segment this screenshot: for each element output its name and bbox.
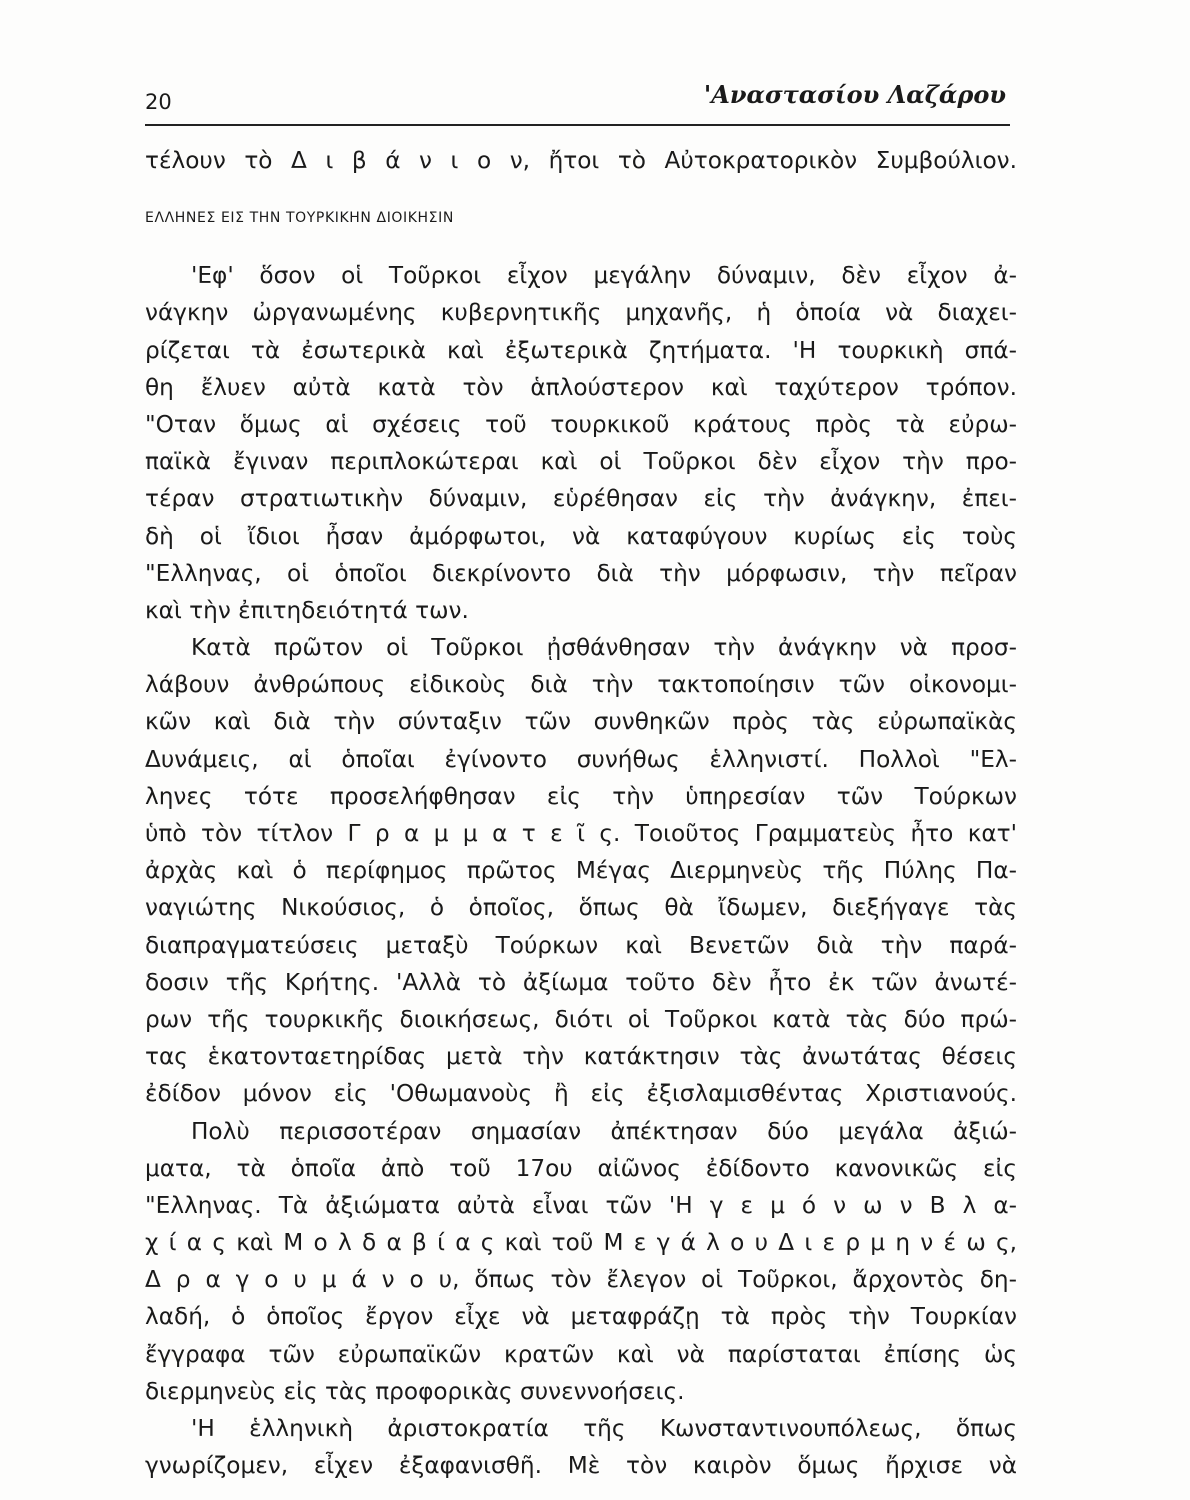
text-line: Δ ρ α γ ο υ μ ά ν ο υ, ὅπως τὸν ἔλεγον οἱ Τοῦρκοι, ἄρχοντὸς δη- (145, 1266, 1017, 1294)
text-line: ἔγγραφα τῶν εὐρωπαϊκῶν κρατῶν καὶ νὰ παρίσταται ἐπίσης ὡς (145, 1340, 1017, 1368)
body-text (145, 142, 1017, 1484)
text-line: διερμηνεὺς εἰς τὰς προφορικὰς συνεννοήσεις. (145, 1377, 685, 1405)
text-line: τέλουν τὸ Δ ι β ά ν ι ο ν, ἤτοι τὸ Αὐτοκρατορικὸν Συμβούλιον. (145, 147, 1017, 174)
text-line: "Ελληνας. Τὰ ἀξιώματα αὐτὰ εἶναι τῶν 'Η γ ε μ ό ν ω ν Β λ α- (145, 1191, 1017, 1219)
page-header (145, 72, 1010, 126)
text-line: "Ελληνας, οἱ ὁποῖοι διεκρίνοντο διὰ τὴν μόρφωσιν, τὴν πεῖραν (145, 559, 1017, 587)
text-line: γνωρίζομεν, εἶχεν ἐξαφανισθῆ. Μὲ τὸν καιρὸν ὅμως ἤρχισε νὰ (145, 1452, 1017, 1480)
text-line: ναγιώτης Νικούσιος, ὁ ὁποῖος, ὅπως θὰ ἴδωμεν, διεξήγαγε τὰς (145, 894, 1017, 922)
text-line: ληνες τότε προσελήφθησαν εἰς τὴν ὑπηρεσίαν τῶν Τούρκων (145, 782, 1017, 810)
text-line: διαπραγματεύσεις μεταξὺ Τούρκων καὶ Βενετῶν διὰ τὴν παρά- (145, 931, 1017, 959)
text-line: ρων τῆς τουρκικῆς διοικήσεως, διότι οἱ Τοῦρκοι κατὰ τὰς δύο πρώ- (145, 1005, 1017, 1033)
text-line: θη ἔλυεν αὐτὰ κατὰ τὸν ἁπλούστερον καὶ ταχύτερον τρόπον. (145, 373, 1017, 401)
text-line: ὑπὸ τὸν τίτλον Γ ρ α μ μ α τ ε ῖ ς. Τοιοῦτος Γραμματεὺς ἦτο κατ' (145, 820, 1017, 847)
text-line: Πολὺ περισσοτέραν σημασίαν ἀπέκτησαν δύο μεγάλα ἀξιώ- (191, 1117, 1017, 1145)
text-line: Δυνάμεις, αἱ ὁποῖαι ἐγίνοντο συνήθως ἑλληνιστί. Πολλοὶ "Ελ- (145, 745, 1017, 773)
section-heading: ΕΛΛΗΝΕΣ ΕΙΣ ΤΗΝ ΤΟΥΡΚΙΚΗΝ ΔΙΟΙΚΗΣΙΝ (145, 210, 454, 227)
text-line: λαδή, ὁ ὁποῖος ἔργον εἶχε νὰ μεταφράζῃ τὰ πρὸς τὴν Τουρκίαν (145, 1303, 1017, 1331)
text-line: δὴ οἱ ἴδιοι ἦσαν ἀμόρφωτοι, νὰ καταφύγουν κυρίως εἰς τοὺς (145, 522, 1017, 550)
text-line: 'Εφ' ὅσον οἱ Τοῦρκοι εἶχον μεγάλην δύναμιν, δὲν εἶχον ἀ- (191, 262, 1017, 290)
text-line: τας ἑκατονταετηρίδας μετὰ τὴν κατάκτησιν τὰς ἀνωτάτας θέσεις (145, 1043, 1017, 1071)
text-line: ἀρχὰς καὶ ὁ περίφημος πρῶτος Μέγας Διερμηνεὺς τῆς Πύλης Πα- (145, 857, 1017, 885)
running-head: 'Αναστασίου Λαζάρου (703, 80, 1006, 109)
text-line: λάβουν ἀνθρώπους εἰδικοὺς διὰ τὴν τακτοποίησιν τῶν οἰκονομι- (145, 671, 1017, 699)
page-number: 20 (145, 90, 172, 114)
text-line: κῶν καὶ διὰ τὴν σύνταξιν τῶν συνθηκῶν πρὸς τὰς εὐρωπαϊκὰς (145, 708, 1017, 736)
text-line: παϊκὰ ἔγιναν περιπλοκώτεραι καὶ οἱ Τοῦρκοι δὲν εἶχον τὴν προ- (145, 448, 1017, 476)
text-line: τέραν στρατιωτικὴν δύναμιν, εὑρέθησαν εἰς τὴν ἀνάγκην, ἐπει- (145, 485, 1017, 513)
text-line: ἐδίδον μόνον εἰς 'Οθωμανοὺς ἢ εἰς ἐξισλαμισθέντας Χριστιανούς. (145, 1080, 1017, 1108)
text-line: ρίζεται τὰ ἐσωτερικὰ καὶ ἐξωτερικὰ ζητήματα. 'Η τουρκικὴ σπά- (145, 336, 1017, 364)
text-line: χ ί α ς καὶ Μ ο λ δ α β ί α ς καὶ τοῦ Μ ε γ ά λ ο υ Δ ι ε ρ μ η ν έ ω ς, (145, 1229, 1017, 1257)
text-line: δοσιν τῆς Κρήτης. 'Αλλὰ τὸ ἀξίωμα τοῦτο δὲν ἦτο ἐκ τῶν ἀνωτέ- (145, 968, 1017, 996)
text-line: καὶ τὴν ἐπιτηδειότητά των. (145, 596, 469, 624)
text-line: ματα, τὰ ὁποῖα ἀπὸ τοῦ 17ου αἰῶνος ἐδίδοντο κανονικῶς εἰς (145, 1154, 1017, 1182)
text-line: νάγκην ὠργανωμένης κυβερνητικῆς μηχανῆς, ἡ ὁποία νὰ διαχει- (145, 299, 1017, 327)
text-line: Κατὰ πρῶτον οἱ Τοῦρκοι ᾐσθάνθησαν τὴν ἀνάγκην νὰ προσ- (191, 634, 1017, 662)
text-line: 'Η ἑλληνικὴ ἀριστοκρατία τῆς Κωνσταντινουπόλεως, ὅπως (191, 1415, 1017, 1442)
text-line: "Οταν ὅμως αἱ σχέσεις τοῦ τουρκικοῦ κράτους πρὸς τὰ εὐρω- (145, 410, 1017, 438)
